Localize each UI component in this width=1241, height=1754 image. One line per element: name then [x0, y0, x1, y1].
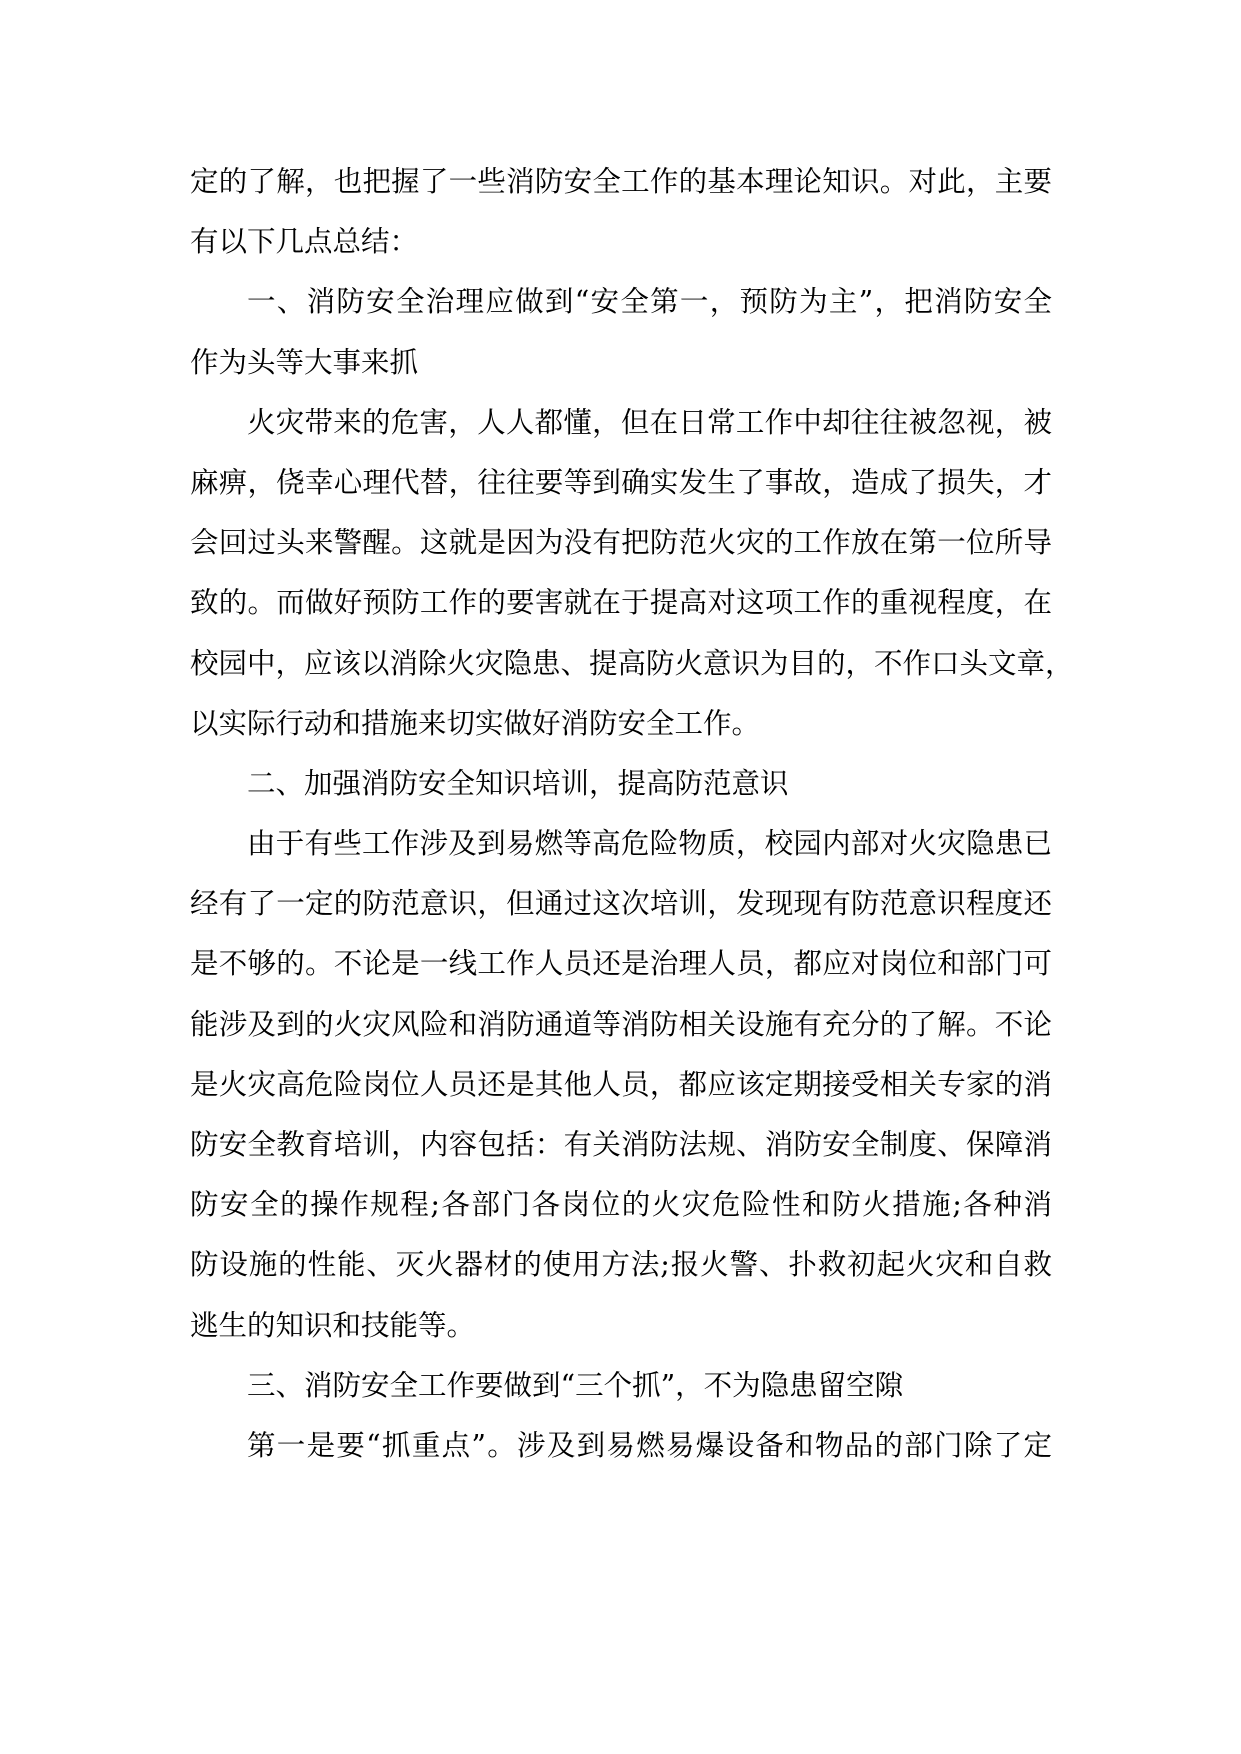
text-line: 有以下几点总结：	[190, 225, 419, 259]
text-line: 防设施的性能、灭火器材的使用方法;报火警、扑救初起火灾和自救	[190, 1248, 1052, 1282]
text-line: 防安全的操作规程;各部门各岗位的火灾危险性和防火措施;各种消	[190, 1188, 1052, 1222]
text-line: 由于有些工作涉及到易燃等高危险物质，校园内部对火灾隐患已	[247, 827, 1052, 861]
text-line: 一、消防安全治理应做到“安全第一，预防为主”，把消防安全	[247, 285, 1052, 319]
text-line: 能涉及到的火灾风险和消防通道等消防相关设施有充分的了解。不论	[190, 1007, 1052, 1041]
text-line: 第一是要“抓重点”。涉及到易燃易爆设备和物品的部门除了定	[247, 1428, 1052, 1462]
text-line: 二、加强消防安全知识培训，提高防范意识	[247, 766, 789, 800]
text-line: 致的。而做好预防工作的要害就在于提高对这项工作的重视程度，在	[190, 586, 1052, 620]
text-line: 校园中，应该以消除火灾隐患、提高防火意识为目的，不作口头文章，	[190, 646, 1074, 680]
text-line: 是不够的。不论是一线工作人员还是治理人员，都应对岗位和部门可	[190, 947, 1052, 981]
text-line: 麻痹，侥幸心理代替，往往要等到确实发生了事故，造成了损失，才	[190, 465, 1052, 499]
text-line: 作为头等大事来抓	[190, 345, 419, 379]
text-line: 三、消防安全工作要做到“三个抓”，不为隐患留空隙	[247, 1368, 904, 1402]
text-line: 逃生的知识和技能等。	[190, 1308, 476, 1342]
text-line: 是火灾高危险岗位人员还是其他人员，都应该定期接受相关专家的消	[190, 1067, 1052, 1101]
text-line: 经有了一定的防范意识，但通过这次培训，发现现有防范意识程度还	[190, 887, 1052, 921]
text-line: 会回过头来警醒。这就是因为没有把防范火灾的工作放在第一位所导	[190, 526, 1052, 560]
text-line: 定的了解，也把握了一些消防安全工作的基本理论知识。对此，主要	[190, 165, 1052, 198]
document-body	[190, 152, 1074, 1476]
text-line: 防安全教育培训，内容包括：有关消防法规、消防安全制度、保障消	[190, 1128, 1052, 1161]
text-line: 以实际行动和措施来切实做好消防安全工作。	[190, 706, 761, 740]
text-line: 火灾带来的危害，人人都懂，但在日常工作中却往往被忽视，被	[247, 405, 1052, 439]
